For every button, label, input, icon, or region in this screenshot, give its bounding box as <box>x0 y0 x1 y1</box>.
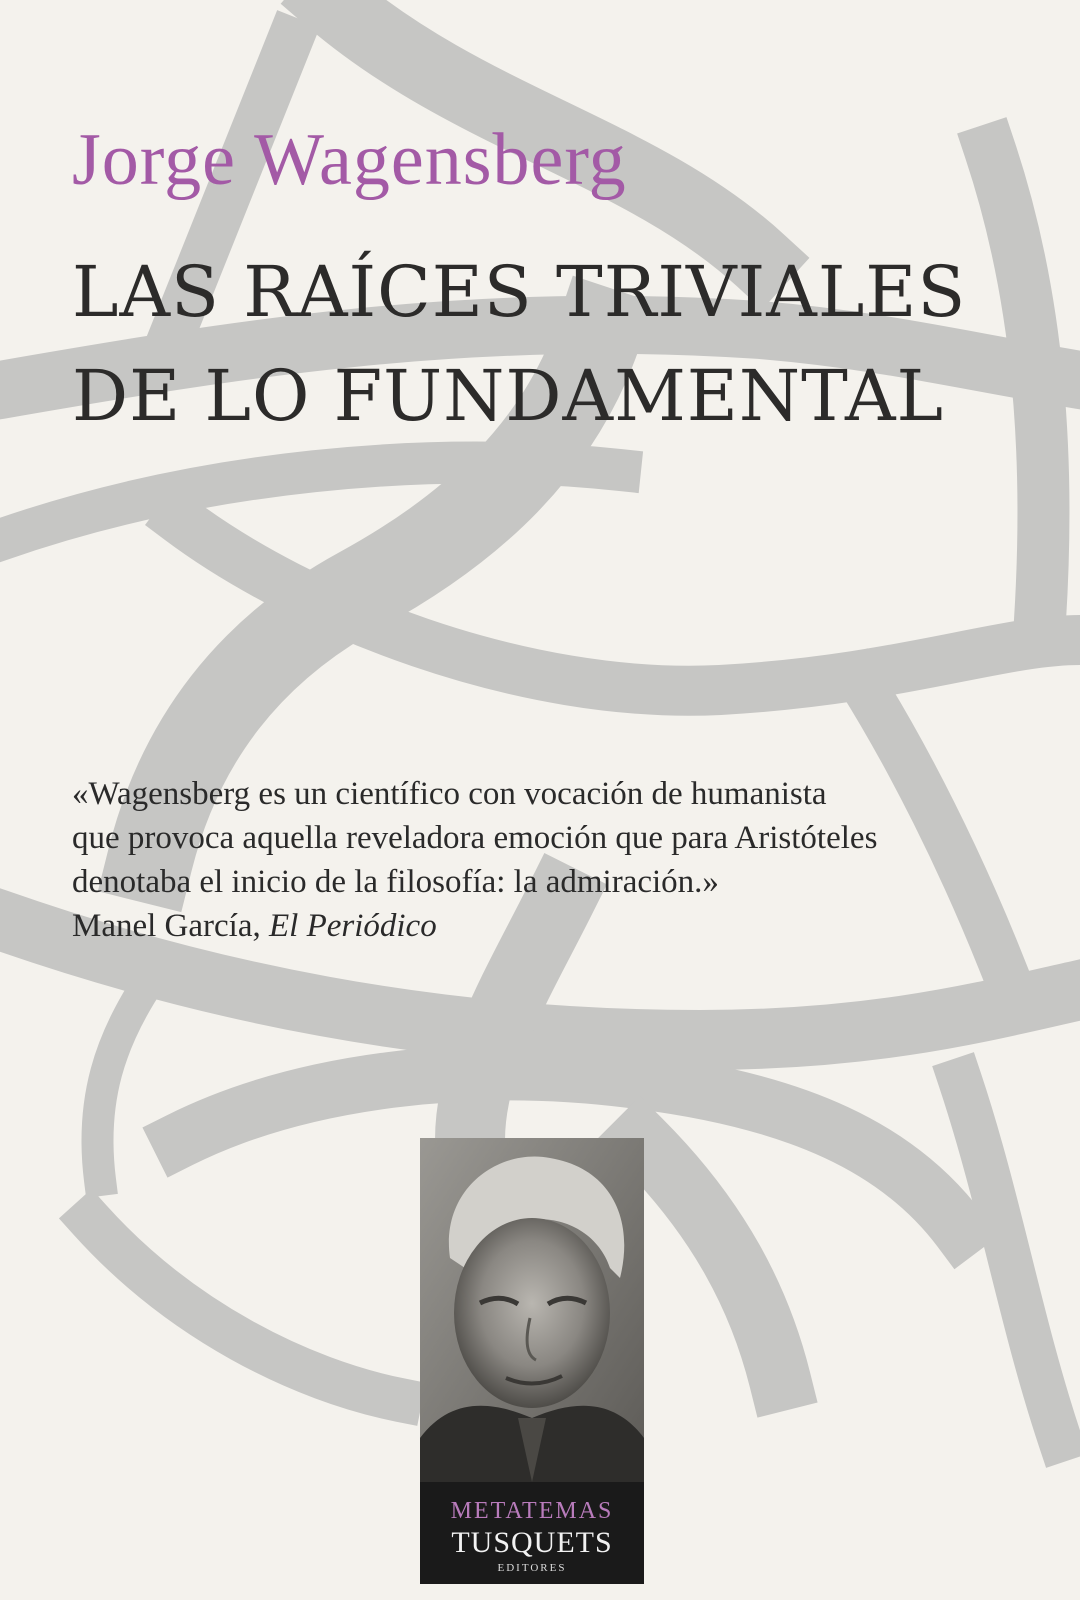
blurb-quote <box>72 772 972 904</box>
title-line-2: DE LO FUNDAMENTAL <box>72 355 945 437</box>
quote-line-1: «Wagensberg es un científico con vocación de humanista <box>72 776 827 812</box>
attribution-source: El Periódico <box>269 908 437 944</box>
book-title <box>72 240 1032 448</box>
publisher-sub: EDITORES <box>497 1562 567 1574</box>
quote-attribution <box>72 904 437 948</box>
quote-line-2: que provoca aquella reveladora emoción que para Aristóteles <box>72 820 878 856</box>
attribution-name: Manel García, <box>72 908 269 944</box>
author-portrait-photo <box>420 1138 644 1482</box>
series-name: METATEMAS <box>450 1498 614 1524</box>
quote-line-3: denotaba el inicio de la filosofía: la admiración.» <box>72 864 719 900</box>
author-name: Jorge Wagensberg <box>72 119 627 201</box>
publisher-logo: TUSQUETS <box>451 1526 613 1559</box>
title-line-1: LAS RAÍCES TRIVIALES <box>72 251 967 333</box>
publisher-badge <box>420 1138 644 1584</box>
